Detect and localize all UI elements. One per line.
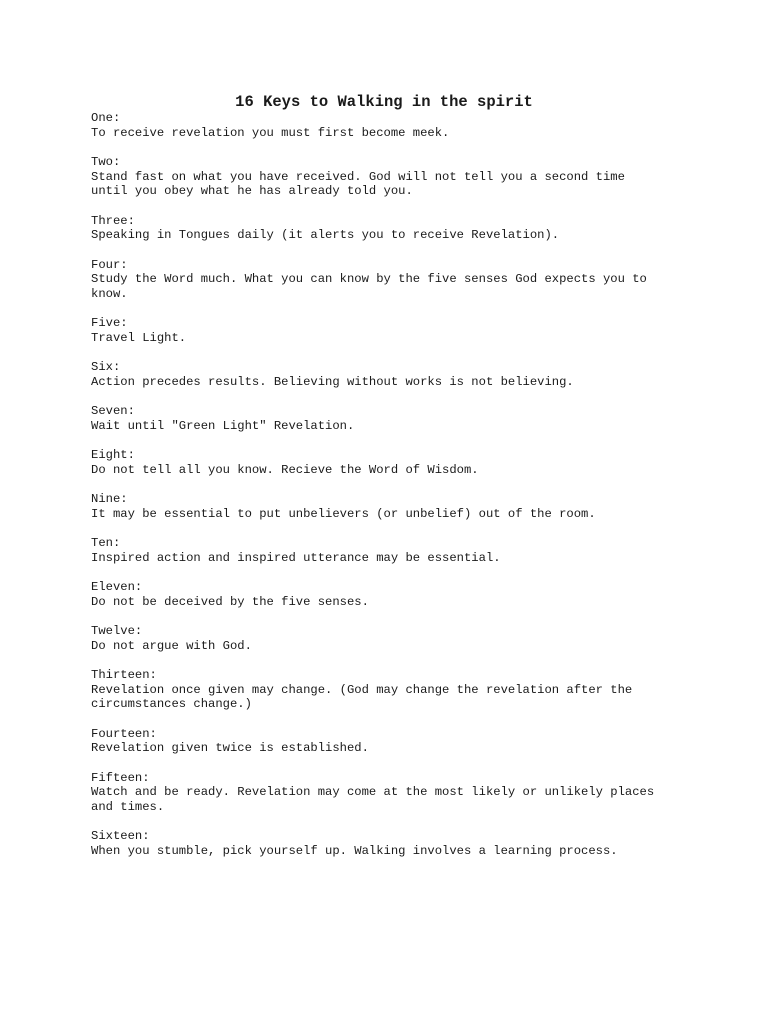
- key-item: [91, 155, 691, 199]
- key-label: Three:: [91, 213, 135, 228]
- key-text: Travel Light.: [91, 330, 187, 345]
- key-label: Five:: [91, 316, 128, 331]
- key-text: Watch and be ready. Revelation may come at the most likely or unlikely places and times.: [91, 785, 655, 814]
- key-label: Two:: [91, 154, 121, 169]
- key-text: Action precedes results. Believing without works is not believing.: [91, 374, 574, 389]
- key-text: To receive revelation you must first become meek.: [91, 125, 450, 140]
- key-label: Fourteen:: [91, 726, 157, 741]
- key-text: Do not argue with God.: [91, 638, 252, 653]
- key-label: Twelve:: [91, 624, 143, 639]
- key-text: Stand fast on what you have received. God will not tell you a second time until you obey what he has already told you.: [91, 169, 625, 199]
- key-item: [91, 404, 691, 433]
- key-item: [91, 668, 691, 712]
- key-text: Do not tell all you know. Recieve the Word of Wisdom.: [91, 462, 479, 477]
- key-label: Seven:: [91, 404, 135, 419]
- document-title: 16 Keys to Walking in the spirit: [235, 93, 533, 111]
- key-label: Fifteen:: [91, 770, 150, 785]
- key-item: [91, 771, 691, 815]
- key-label: Thirteen:: [91, 668, 157, 682]
- key-text: Study the Word much. What you can know by the five senses God expects you to know.: [91, 272, 647, 301]
- key-item: [91, 111, 691, 140]
- key-text: Wait until "Green Light" Revelation.: [91, 418, 355, 433]
- key-label: Nine:: [91, 492, 128, 507]
- key-item: [91, 360, 691, 389]
- key-text: Speaking in Tongues daily (it alerts you to receive Revelation).: [91, 228, 560, 243]
- key-label: Ten:: [91, 536, 121, 551]
- key-text: Inspired action and inspired utterance may be essential.: [91, 550, 501, 565]
- key-text: Revelation given twice is established.: [91, 741, 369, 756]
- key-item: [91, 258, 691, 302]
- key-item: [91, 624, 691, 653]
- key-label: Eleven:: [91, 580, 143, 595]
- key-label: Four:: [91, 257, 128, 272]
- key-item: [91, 448, 691, 477]
- key-item: [91, 536, 691, 565]
- key-item: [91, 214, 691, 243]
- key-label: Sixteen:: [91, 829, 150, 844]
- key-text: When you stumble, pick yourself up. Walking involves a learning process.: [91, 843, 618, 858]
- key-text: Revelation once given may change. (God may change the revelation after the circumstances change.): [91, 682, 633, 712]
- key-item: [91, 492, 691, 521]
- key-item: [91, 829, 691, 858]
- key-label: Eight:: [91, 448, 135, 463]
- key-item: [91, 580, 691, 609]
- key-label: Six:: [91, 360, 121, 375]
- keys-list: [91, 111, 691, 873]
- key-item: [91, 316, 691, 345]
- key-text: Do not be deceived by the five senses.: [91, 594, 369, 609]
- key-label: One:: [91, 111, 121, 125]
- key-text: It may be essential to put unbelievers (or unbelief) out of the room.: [91, 506, 596, 521]
- key-item: [91, 727, 691, 756]
